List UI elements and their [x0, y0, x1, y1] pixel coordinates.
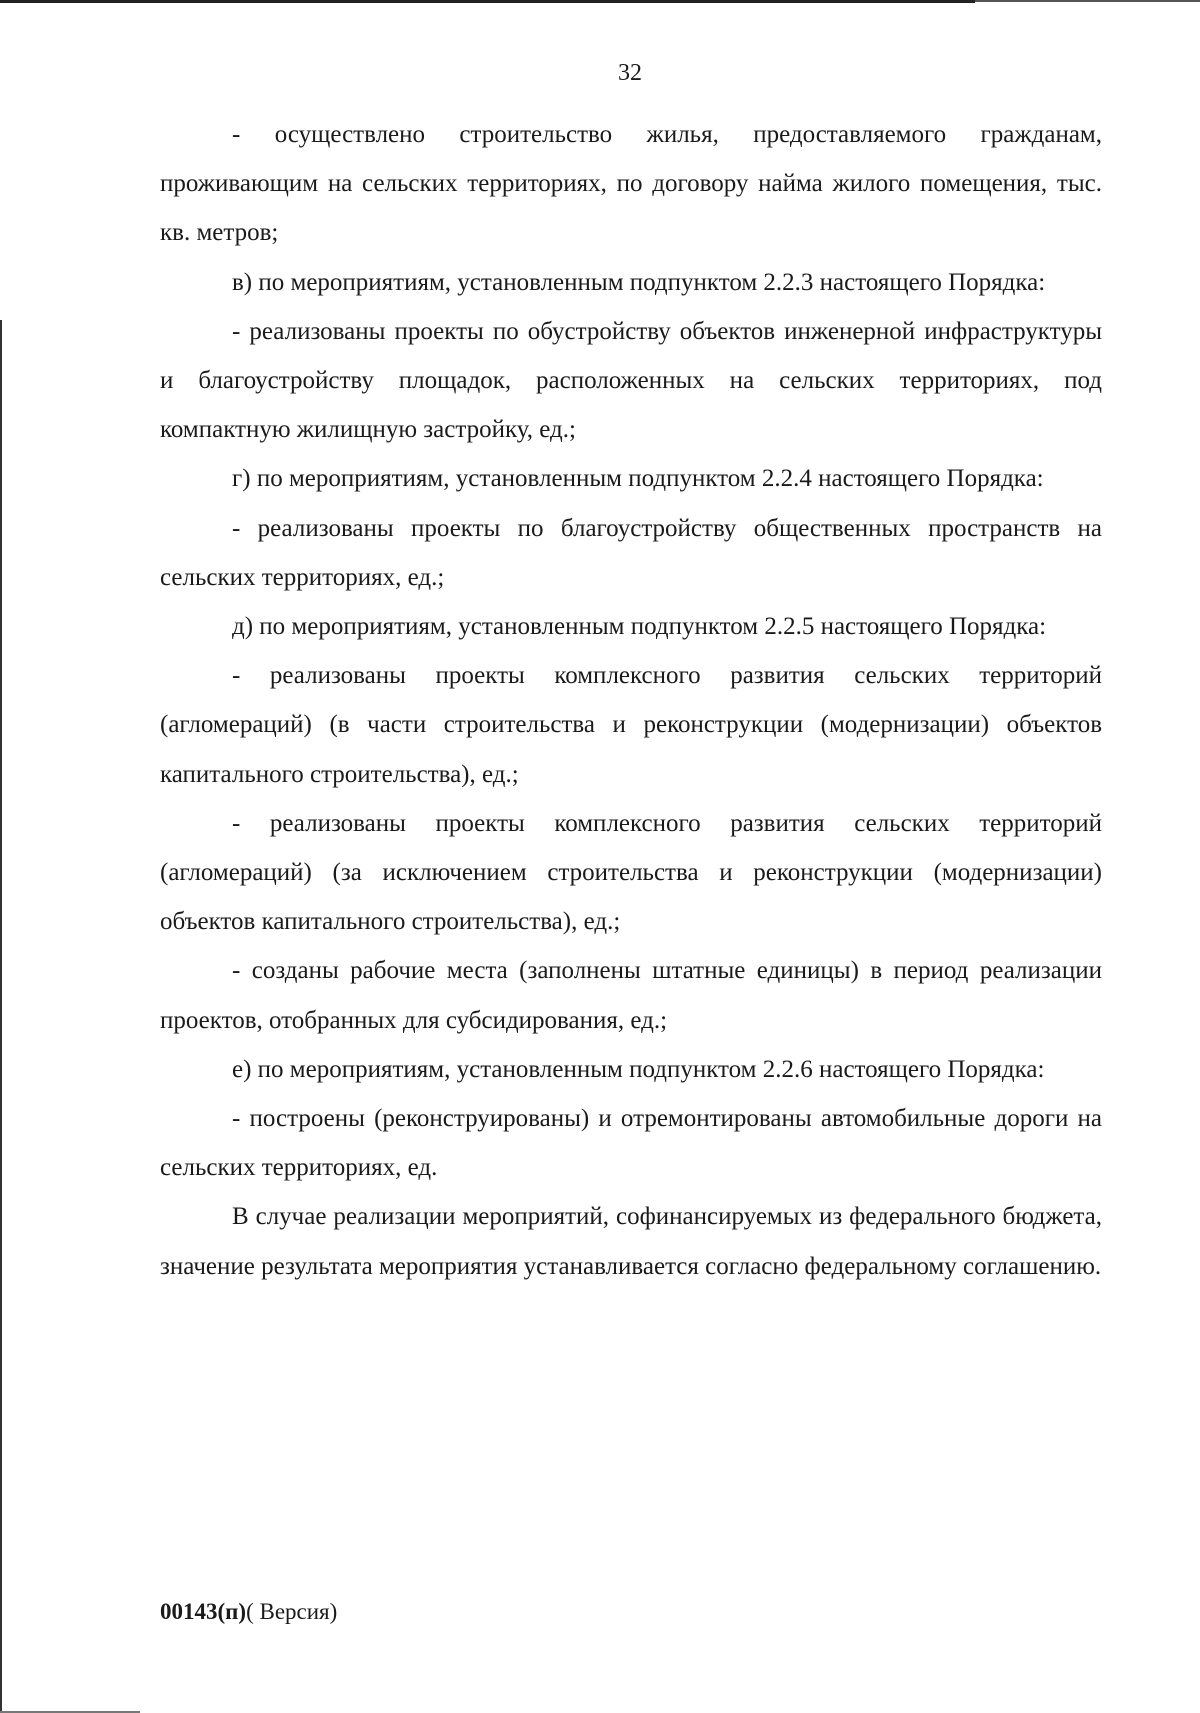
paragraph-public-spaces: - реализованы проекты по благоустройству общественных пространств на сельских территориях, ед.; [160, 514, 1102, 591]
paragraph-capital-construction: - реализованы проекты комплексного развития сельских территорий (агломераций) (в части строительства и реконструкции (модернизации) объектов капитального строительства), ед.; [160, 662, 1102, 788]
top-border-line-thin [975, 0, 1200, 2]
paragraph-item-v: в) по мероприятиям, установленным подпунктом 2.2.3 настоящего Порядка: [232, 268, 1046, 296]
paragraph-roads: - построены (реконструированы) и отремонтированы автомобильные дороги на сельских территориях, ед. [160, 1105, 1102, 1182]
paragraph-engineering-infrastructure: - реализованы проекты по обустройству объектов инженерной инфраструктуры и благоустройству площадок, расположенных на сельских территориях, под компактную жилищную застройку, ед.; [160, 317, 1102, 444]
footer-version-label: ( Версия) [246, 1599, 338, 1624]
left-scan-edge [0, 320, 2, 1713]
paragraph-housing-construction: - осуществлено строительство жилья, предоставляемого гражданам, проживающим на сельских территориях, по договору найма жилого помещения, тыс. кв. метров; [160, 121, 1102, 247]
document-footer [160, 1599, 337, 1625]
paragraph-excluding-construction: - реализованы проекты комплексного развития сельских территорий (агломераций) (за исключением строительства и реконструкции (модернизации) объектов капитального строительства), ед.; [160, 809, 1102, 936]
footer-code: 00143(п) [160, 1599, 247, 1624]
paragraph-item-g: г) по мероприятиям, установленным подпунктом 2.2.4 настоящего Порядка: [232, 465, 1044, 493]
paragraph-federal-cofinancing: В случае реализации мероприятий, софинансируемых из федерального бюджета, значение результата мероприятия устанавливается согласно федеральному соглашению. [160, 1203, 1102, 1280]
page-number: 32 [618, 60, 642, 86]
paragraph-jobs-created: - созданы рабочие места (заполнены штатные единицы) в период реализации проектов, отобранных для субсидирования, ед.; [160, 957, 1102, 1034]
document-body [160, 110, 1102, 1291]
paragraph-item-e: е) по мероприятиям, установленным подпунктом 2.2.6 настоящего Порядка: [232, 1055, 1045, 1083]
top-border-line [0, 0, 975, 3]
paragraph-item-d: д) по мероприятиям, установленным подпунктом 2.2.5 настоящего Порядка: [232, 613, 1047, 641]
